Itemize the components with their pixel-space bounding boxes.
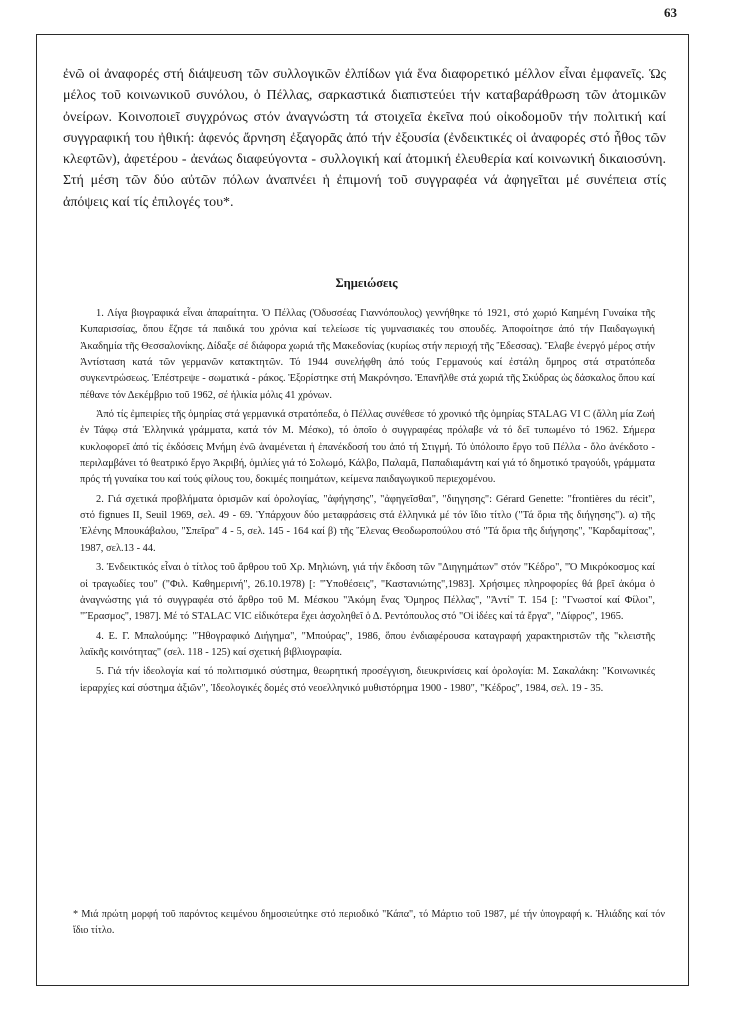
- notes-heading: Σημειώσεις: [335, 276, 398, 290]
- note-3: 3. Ἐνδεικτικός εἶναι ὁ τίτλος τοῦ ἄρθρου τοῦ Χρ. Μηλιώνη, γιά τήν ἔκδοση τῶν "Διηγημάτων" στόν "Κέδρο", "Ὁ Μικρόκοσμος καί οἱ τραγωδίες του" ("Φιλ. Καθημερινή", 26.10.1978) [: "Ὑποθέσεις", "Καστανιώτης",1983]. Χρήσιμες πληροφορίες θά βρεῖ ἀκόμα ὁ ἀναγνώστης γιά τό συγγραφέα στό ἄρθρο τοῦ Μ. Μέσκου "Ἀκόμη ἕνας Ὅμηρος Πέλλας", "Ἀντί" Τ. 154 [: "Γνωστοί καί Φίλοι", "Ἔρασμος", 1987]. Μέ τό STALAC VIC εἰδικότερα ἔχει ἀσχοληθεῖ ὁ Δ. Ρεντόπουλος στό "Οἱ ἰδέες καί τά ἔργα", "Δίφρος", 1965.: [80, 562, 655, 623]
- body-paragraph: ἐνῶ οἱ ἀναφορές στή διάψευση τῶν συλλογικῶν ἐλπίδων γιά ἕνα διαφορετικό μέλλον εἶναι ἐμφανεῖς. Ὡς μέλος τοῦ κοινωνικοῦ συνόλου, ὁ Πέλλας, σαρκαστικά διαπιστεύει τήν καταβαράθρωση τῶν ἀτομικῶν ὀνείρων. Κοινοποιεῖ συγχρόνως στόν ἀναγνώστη τά στοιχεῖα ἐκεῖνα πού οἰκοδομοῦν τήν πολιτική καί συγγραφική του ἠθική: ἀφενός ἄρνηση ἐξαγορᾶς ἀπό τήν ἐξουσία (ἐνδεικτικές οἱ ἀναφορές στό ἦθος τῶν κλεφτῶν), ἀφετέρου - ἀενάως διαφεύγοντα - συλλογική καί ἀτομική ἐλευθερία καί κοινωνική δικαιοσύνη. Στή μέση τῶν δύο αὐτῶν πόλων ἀναπνέει ἡ ἐπιμονή τοῦ συγγραφέα νά ἀφηγεῖται μέ συνέπεια στίς ἀπόψεις καί τίς ἐπιλογές του*.: [63, 67, 666, 210]
- note-1: 1. Λίγα βιογραφικά εἶναι ἀπαραίτητα. Ὁ Πέλλας (Ὀδυσσέας Γιαννόπουλος) γεννήθηκε τό 1921, στό χωριό Καημένη Γυναίκα τῆς Κυπαρισσίας, ὅπου ἔζησε τά παιδικά του χρόνια καί τελείωσε τίς γυμνασιακές του σπουδές. Ἀποφοίτησε ἀπό τήν Παιδαγωγική Ἀκαδημία τῆς Θεσσαλονίκης. Δίδαξε σέ διάφορα χωριά τῆς Μακεδονίας (κυρίως στήν περιοχή τῆς Ἔδεσσας). Ἔλαβε ἐνεργό μέρος στήν Ἀντίσταση κατά τῶν γερμανῶν κατακτητῶν. Τό 1944 συνελήφθη ἀπό τούς Γερμανούς καί ἐστάλη ὅμηρος στά στρατόπεδα συγκεντρώσεως. Ἐπέστρεψε - σωματικά - ράκος. Ἐξορίστηκε στή Μακρόνησο. Ἐπανῆλθε στά χωριά τῆς Σκύδρας ὡς δάσκαλος ὅπου καί πέθανε τόν Δεκέμβριο τοῦ 1962, σέ ἡλικία μόλις 41 χρόνων.: [80, 308, 655, 401]
- note-4: 4. Ε. Γ. Μπαλούμης: "Ἠθογραφικό Διήγημα", "Μπούρας", 1986, ὅπου ἐνδιαφέρουσα καταγραφή χαρακτηριστῶν τῆς "κλειστῆς λαϊκῆς κοινότητας" (σελ. 118 - 125) καί σχετική βιβλιογραφία.: [80, 630, 655, 658]
- note-5: 5. Γιά τήν ἰδεολογία καί τό πολιτισμικό σύστημα, θεωρητική προσέγγιση, διευκρινίσεις καί ὁρολογία: Μ. Σακαλάκη: "Κοινωνικές ἱεραρχίες καί σύστημα ἀξιῶν", Ἰδεολογικές δομές στό νεοελληνικό μυθιστόρημα 1900 - 1980", "Κέδρος", 1984, σελ. 19 - 35.: [80, 666, 655, 694]
- notes-section: [80, 306, 655, 700]
- note-1-continued: Ἀπό τίς ἐμπειρίες τῆς ὁμηρίας στά γερμανικά στρατόπεδα, ὁ Πέλλας συνέθεσε τό χρονικό τῆς ὁμηρίας STALAG VI C (ἄλλη μία Ζωή ἐν Τάφῳ στά Ἑλληνικά γράμματα, κατά τόν Μ. Μέσκο), τό ὁποῖο ὁ συγγραφέας πρόλαβε νά τό δεῖ τυπωμένο τό 1962. Σήμερα κυκλοφορεῖ ἀπό τίς ἐκδόσεις Μνήμη ἐνῶ ἀναμένεται ἡ ἐπανέκδοσή του ἀπό τή Στιγμή. Τό ὑπόλοιπο ἔργο τοῦ Πέλλα - ὅλο ἀνέκδοτο - περιλαμβάνει τό θεατρικό ἔργο Ἀκριβή, ὁμιλίες γιά τό Σολωμό, Κάλβο, Παλαμᾶ, Παπαδιαμάντη καί γιά τό δημοτικό τραγούδι, γράμματα πρός τή γυναίκα του καί τούς φίλους του, δοκιμές ποιημάτων, κείμενα παιδαγωγικοῦ περιεχομένου.: [80, 409, 655, 486]
- note-2: 2. Γιά σχετικά προβλήματα ὁρισμῶν καί ὁρολογίας, "ἀφήγησης", "ἀφηγεῖσθαι", "διηγησης": Gérard Genette: "frontières du récit", στό fignues II, Seuil 1969, σελ. 49 - 69. Ὑπάρχουν δύο μεταφράσεις στά ἑλληνικά μέ τόν ἴδιο τίτλο ("Τά ὅρια τῆς διήγησης"). α) τῆς Ἑλένης Μπουκάβαλου, "Σπεῖρα" 4 - 5, σελ. 145 - 164 καί β) τῆς Ἕλενας Θεοδωροπούλου στό "Τά ὅρια τῆς διήγησης", "Καρδαμίτσας", 1987, σελ.13 - 44.: [80, 493, 655, 554]
- footnote: * Μιά πρώτη μορφή τοῦ παρόντος κειμένου δημοσιεύτηκε στό περιοδικό "Κάπα", τό Μάρτιο τοῦ 1987, μέ τήν ὑπογραφή κ. Ἠλιάδης καί τόν ἴδιο τίτλο.: [73, 909, 665, 936]
- page-number: 63: [664, 5, 677, 20]
